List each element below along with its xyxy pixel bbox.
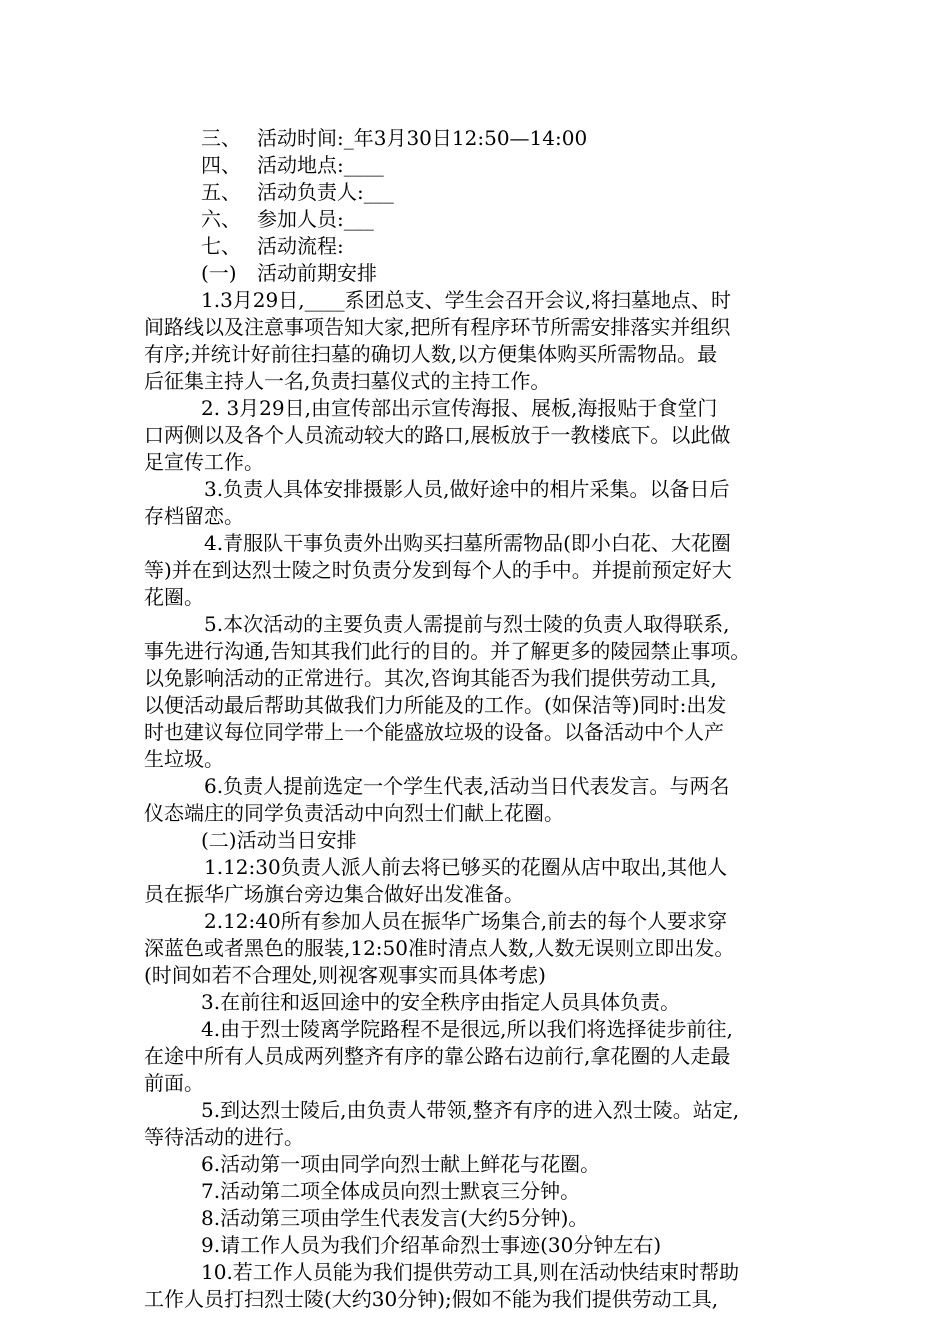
text-line [144, 395, 812, 422]
text-line [144, 341, 812, 368]
line-text: 后征集主持人一名,负责扫墓仪式的主持工作。 [144, 369, 551, 393]
text-line [144, 1232, 812, 1259]
line-text: 以便活动最后帮助其做我们力所能及的工作。(如保洁等)同时:出发 [144, 693, 727, 717]
text-line [144, 152, 812, 179]
line-text: 等)并在到达烈士陵之时负责分发到每个人的手中。并提前预定好大 [144, 558, 732, 582]
text-line [144, 773, 812, 800]
line-text: 8.活动第三项由学生代表发言(大约5分钟)。 [201, 1206, 589, 1230]
section-number: (一) [201, 261, 237, 285]
line-text: 在途中所有人员成两列整齐有序的靠公路右边前行,拿花圈的人走最 [144, 1044, 731, 1068]
text-line [144, 881, 812, 908]
line-text: 活动负责人:___ [257, 180, 394, 204]
text-line [144, 1286, 812, 1313]
line-text: 活动流程: [257, 234, 344, 258]
text-line [144, 611, 812, 638]
line-text: 参加人员:___ [257, 207, 374, 231]
text-line [144, 125, 812, 152]
text-line [144, 179, 812, 206]
line-text: 6.活动第一项由同学向烈士献上鲜花与花圈。 [201, 1152, 601, 1176]
line-text: 时也建议每位同学带上一个能盛放垃圾的设备。以备活动中个人产 [144, 720, 724, 744]
line-text: (时间如若不合理处,则视客观事实而具体考虑) [144, 963, 546, 987]
text-line [144, 449, 812, 476]
text-line [144, 989, 812, 1016]
line-text: 5.本次活动的主要负责人需提前与烈士陵的负责人取得联系, [204, 612, 730, 636]
text-line [144, 1124, 812, 1151]
line-text: 1.3月29日,____系团总支、学生会召开会议,将扫墓地点、时 [201, 288, 731, 312]
line-text: 工作人员打扫烈士陵(大约30分钟);假如不能为我们提供劳动工具, [144, 1287, 719, 1311]
text-line [144, 476, 812, 503]
line-text: 足宣传工作。 [144, 450, 264, 474]
line-text: 6.负责人提前选定一个学生代表,活动当日代表发言。与两名 [204, 774, 730, 798]
text-line [144, 584, 812, 611]
line-text: 口两侧以及各个人员流动较大的路口,展板放于一教楼底下。以此做 [144, 423, 731, 447]
text-line [144, 233, 812, 260]
text-line [144, 422, 812, 449]
text-line [144, 719, 812, 746]
section-number: 三、 [201, 126, 241, 150]
line-text: 7.活动第二项全体成员向烈士默哀三分钟。 [201, 1179, 581, 1203]
text-line [144, 827, 812, 854]
line-text: (二)活动当日安排 [201, 828, 357, 852]
line-text: 生垃圾。 [144, 747, 224, 771]
section-number: 七、 [201, 234, 241, 258]
line-text: 活动时间:_年3月30日12:50—14:00 [257, 126, 588, 150]
text-line [144, 287, 812, 314]
text-line [144, 530, 812, 557]
document-body [144, 125, 812, 1313]
text-line [144, 1070, 812, 1097]
text-line [144, 260, 812, 287]
text-line [144, 746, 812, 773]
line-text: 10.若工作人员能为我们提供劳动工具,则在活动快结束时帮助 [201, 1260, 740, 1284]
line-text: 5.到达烈士陵后,由负责人带领,整齐有序的进入烈士陵。站定, [201, 1098, 740, 1122]
line-text: 3.负责人具体安排摄影人员,做好途中的相片采集。以备日后 [204, 477, 730, 501]
text-line [144, 1097, 812, 1124]
text-line [144, 503, 812, 530]
text-line [144, 1043, 812, 1070]
text-line [144, 1178, 812, 1205]
text-line [144, 692, 812, 719]
line-text: 间路线以及注意事项告知大家,把所有程序环节所需安排落实并组织 [144, 315, 731, 339]
line-text: 活动前期安排 [257, 261, 377, 285]
text-line [144, 1259, 812, 1286]
line-text: 以免影响活动的正常进行。其次,咨询其能否为我们提供劳动工具, [144, 666, 717, 690]
text-line [144, 908, 812, 935]
line-text: 1.12:30负责人派人前去将已够买的花圈从店中取出,其他人 [204, 855, 728, 879]
line-text: 4.青服队干事负责外出购买扫墓所需物品(即小白花、大花圈 [204, 531, 731, 555]
line-text: 花圈。 [144, 585, 204, 609]
text-line [144, 314, 812, 341]
text-line [144, 557, 812, 584]
line-text: 2. 3月29日,由宣传部出示宣传海报、展板,海报贴于食堂门 [201, 396, 718, 420]
line-text: 有序;并统计好前往扫墓的确切人数,以方便集体购买所需物品。最 [144, 342, 718, 366]
line-text: 3.在前往和返回途中的安全秩序由指定人员具体负责。 [201, 990, 681, 1014]
text-line [144, 935, 812, 962]
line-text: 深蓝色或者黑色的服装,12:50准时清点人数,人数无误则立即出发。 [144, 936, 735, 960]
text-line [144, 368, 812, 395]
line-text: 存档留恋。 [144, 504, 244, 528]
text-line [144, 962, 812, 989]
text-line [144, 1151, 812, 1178]
line-text: 活动地点:____ [257, 153, 384, 177]
text-line [144, 800, 812, 827]
line-text: 员在振华广场旗台旁边集合做好出发准备。 [144, 882, 524, 906]
section-number: 四、 [201, 153, 241, 177]
text-line [144, 1205, 812, 1232]
line-text: 前面。 [144, 1071, 204, 1095]
line-text: 4.由于烈士陵离学院路程不是很远,所以我们将选择徒步前往, [201, 1017, 733, 1041]
text-line [144, 1016, 812, 1043]
text-line [144, 638, 812, 665]
section-number: 五、 [201, 180, 241, 204]
text-line [144, 665, 812, 692]
text-line [144, 206, 812, 233]
line-text: 2.12:40所有参加人员在振华广场集合,前去的每个人要求穿 [204, 909, 728, 933]
line-text: 仪态端庄的同学负责活动中向烈士们献上花圈。 [144, 801, 564, 825]
line-text: 9.请工作人员为我们介绍革命烈士事迹(30分钟左右) [201, 1233, 662, 1257]
section-number: 六、 [201, 207, 241, 231]
text-line [144, 854, 812, 881]
line-text: 等待活动的进行。 [144, 1125, 304, 1149]
line-text: 事先进行沟通,告知其我们此行的目的。并了解更多的陵园禁止事项。 [144, 639, 751, 663]
